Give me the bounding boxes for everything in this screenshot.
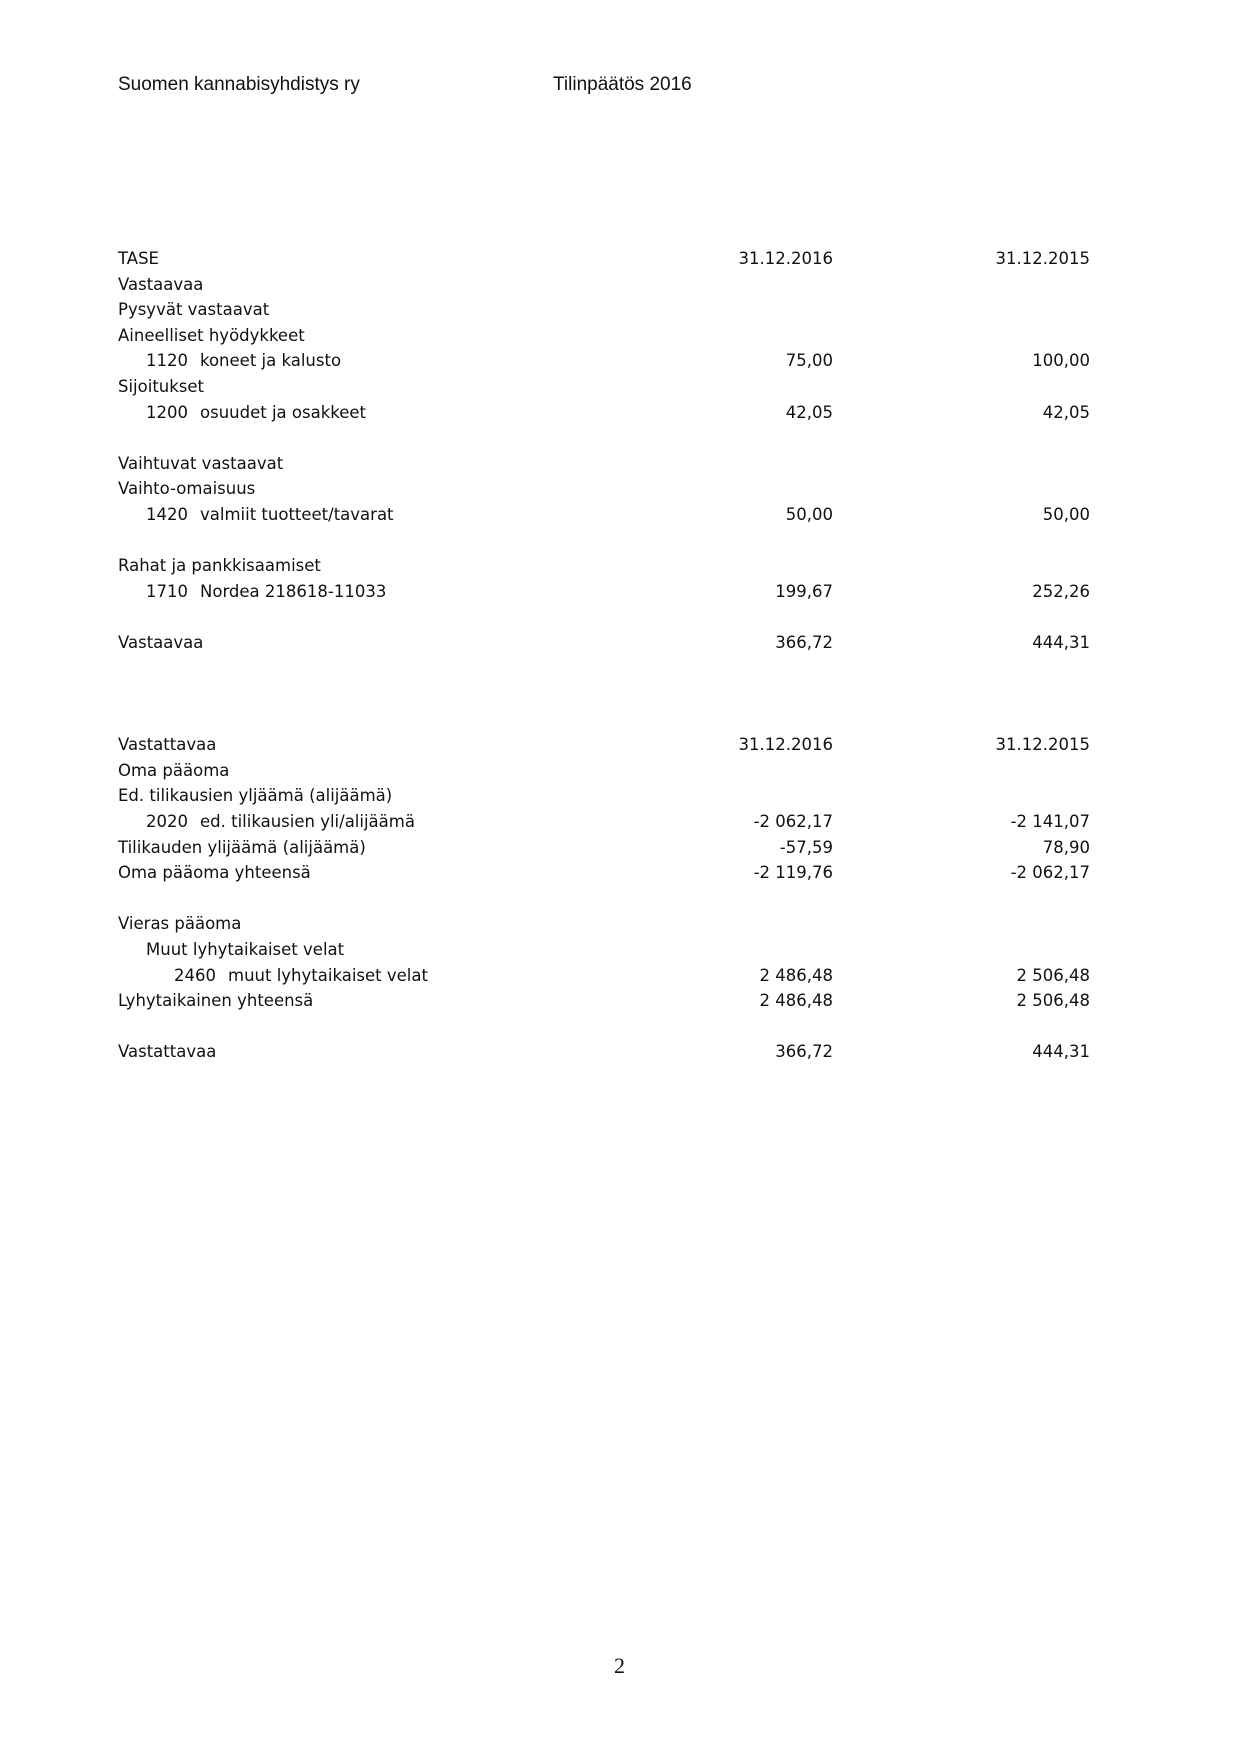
equity-label: Oma pääoma bbox=[118, 760, 230, 780]
value-2016: 199,67 bbox=[775, 581, 833, 601]
account-code: 1120 bbox=[146, 351, 188, 371]
debt-label: Vieras pääoma bbox=[118, 914, 242, 934]
equity-row bbox=[118, 758, 1018, 784]
spacer bbox=[118, 528, 1018, 554]
account-row-2460 bbox=[118, 963, 1090, 989]
account-label: valmiit tuotteet/tavarat bbox=[200, 504, 394, 524]
liabilities-total-row bbox=[118, 1039, 1090, 1065]
short-term-total-label: Lyhytaikainen yhteensä bbox=[118, 991, 314, 1011]
account-row-1710 bbox=[118, 579, 1090, 605]
value-2016: -2 119,76 bbox=[753, 863, 833, 883]
assets-section-label: Vastaavaa bbox=[118, 274, 204, 294]
value-2016: 2 486,48 bbox=[759, 965, 833, 985]
value-2015: 2 506,48 bbox=[1016, 991, 1090, 1011]
fixed-assets-row bbox=[118, 297, 1018, 323]
spacer bbox=[118, 604, 1018, 630]
value-2016: -2 062,17 bbox=[753, 812, 833, 832]
account-label: osuudet ja osakkeet bbox=[200, 402, 366, 422]
period-result-label: Tilikauden ylijäämä (alijäämä) bbox=[118, 837, 366, 857]
assets-header-row bbox=[118, 246, 1090, 272]
organization-name: Suomen kannabisyhdistys ry bbox=[118, 74, 360, 95]
value-2015: 50,00 bbox=[1042, 504, 1090, 524]
balance-sheet bbox=[118, 246, 1090, 1065]
value-2015: 252,26 bbox=[1032, 581, 1090, 601]
column-date-2016: 31.12.2016 bbox=[738, 735, 833, 755]
assets-total-label: Vastaavaa bbox=[118, 632, 204, 652]
account-label: koneet ja kalusto bbox=[200, 351, 342, 371]
liabilities-header-row bbox=[118, 732, 1090, 758]
current-assets-label: Vaihtuvat vastaavat bbox=[118, 453, 284, 473]
liabilities-heading: Vastattavaa bbox=[118, 735, 217, 755]
short-term-row bbox=[118, 937, 1018, 963]
account-row-1200 bbox=[118, 400, 1090, 426]
account-code: 1710 bbox=[146, 581, 188, 601]
tangible-assets-row bbox=[118, 323, 1018, 349]
page-number: 2 bbox=[614, 1653, 625, 1678]
value-2016: 75,00 bbox=[785, 351, 833, 371]
fixed-assets-label: Pysyvät vastaavat bbox=[118, 300, 270, 320]
value-2015: 444,31 bbox=[1032, 1042, 1090, 1062]
inventory-label: Vaihto-omaisuus bbox=[118, 479, 256, 499]
investments-row bbox=[118, 374, 1018, 400]
value-2016: 366,72 bbox=[775, 1042, 833, 1062]
account-row-1420 bbox=[118, 502, 1090, 528]
cash-label: Rahat ja pankkisaamiset bbox=[118, 556, 321, 576]
prior-periods-row bbox=[118, 783, 1018, 809]
equity-total-label: Oma pääoma yhteensä bbox=[118, 863, 311, 883]
value-2015: -2 062,17 bbox=[1010, 863, 1090, 883]
cash-row bbox=[118, 553, 1018, 579]
prior-periods-label: Ed. tilikausien yljäämä (alijäämä) bbox=[118, 786, 393, 806]
account-code: 2020 bbox=[146, 812, 188, 832]
investments-label: Sijoitukset bbox=[118, 376, 205, 396]
value-2016: 2 486,48 bbox=[759, 991, 833, 1011]
account-label: ed. tilikausien yli/alijäämä bbox=[200, 812, 415, 832]
value-2015: 100,00 bbox=[1032, 351, 1090, 371]
column-date-2016: 31.12.2016 bbox=[738, 249, 833, 268]
assets-total-row bbox=[118, 630, 1090, 656]
account-code: 1200 bbox=[146, 402, 188, 422]
column-date-2015: 31.12.2015 bbox=[995, 735, 1090, 755]
balance-sheet-heading: TASE bbox=[118, 249, 159, 268]
account-code: 2460 bbox=[174, 965, 216, 985]
column-date-2015: 31.12.2015 bbox=[995, 249, 1090, 268]
spacer bbox=[118, 425, 1018, 451]
spacer bbox=[118, 886, 1018, 912]
document-title: Tilinpäätös 2016 bbox=[553, 74, 692, 95]
value-2016: 366,72 bbox=[775, 632, 833, 652]
value-2015: -2 141,07 bbox=[1010, 812, 1090, 832]
inventory-row bbox=[118, 476, 1018, 502]
value-2015: 78,90 bbox=[1042, 837, 1090, 857]
short-term-total-row bbox=[118, 988, 1090, 1014]
equity-total-row bbox=[118, 860, 1090, 886]
tangible-assets-label: Aineelliset hyödykkeet bbox=[118, 325, 305, 345]
assets-section-row bbox=[118, 272, 1018, 298]
spacer bbox=[118, 656, 1018, 733]
account-row-2020 bbox=[118, 809, 1090, 835]
account-label: Nordea 218618-11033 bbox=[200, 581, 387, 601]
value-2015: 42,05 bbox=[1042, 402, 1090, 422]
current-assets-row bbox=[118, 451, 1018, 477]
value-2015: 2 506,48 bbox=[1016, 965, 1090, 985]
account-label: muut lyhytaikaiset velat bbox=[228, 965, 428, 985]
liabilities-total-label: Vastattavaa bbox=[118, 1042, 217, 1062]
value-2015: 444,31 bbox=[1032, 632, 1090, 652]
spacer bbox=[118, 1014, 1018, 1040]
short-term-label: Muut lyhytaikaiset velat bbox=[146, 940, 345, 960]
account-row-1120 bbox=[118, 348, 1090, 374]
account-code: 1420 bbox=[146, 504, 188, 524]
value-2016: -57,59 bbox=[779, 837, 833, 857]
debt-row bbox=[118, 911, 1018, 937]
value-2016: 50,00 bbox=[785, 504, 833, 524]
value-2016: 42,05 bbox=[785, 402, 833, 422]
period-result-row bbox=[118, 835, 1090, 861]
